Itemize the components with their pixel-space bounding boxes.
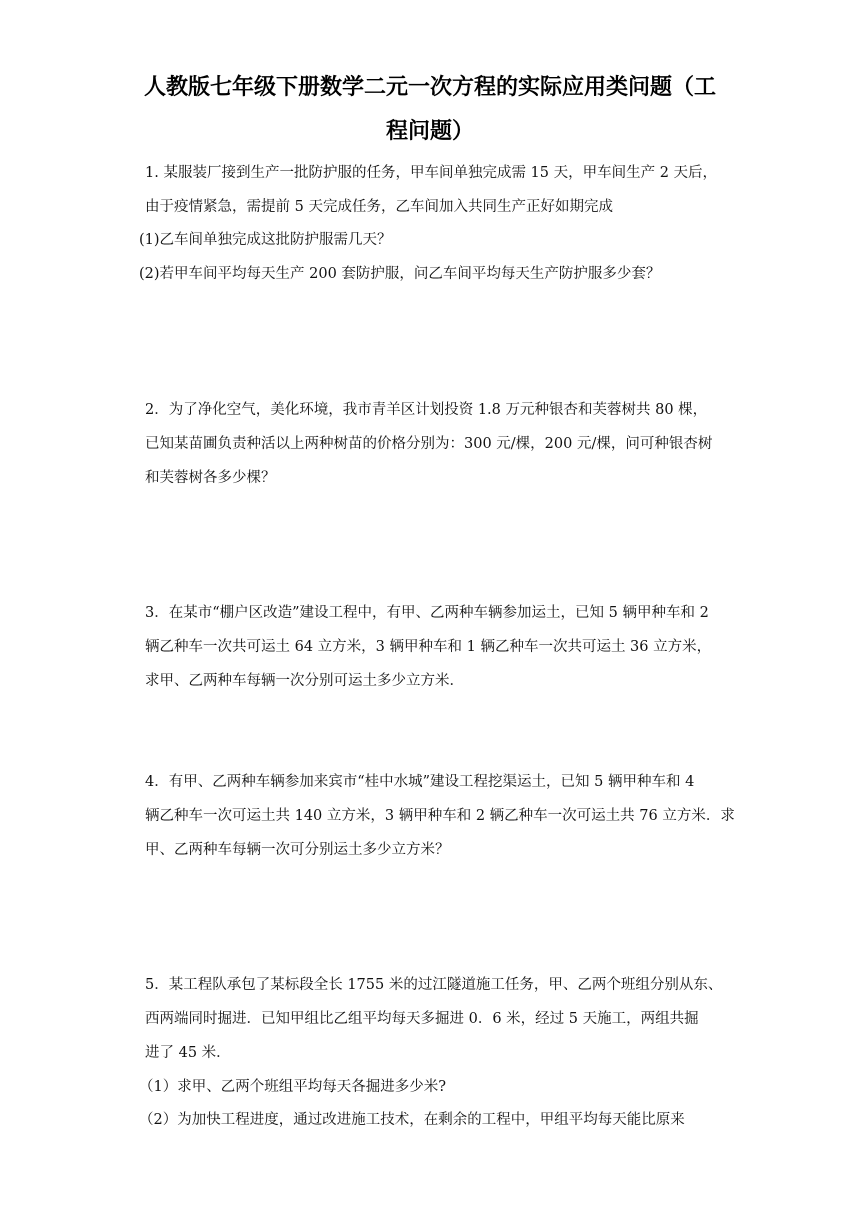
question-5-line-2: 西两端同时掘进．已知甲组比乙组平均每天多掘进 0．6 米，经过 5 天施工，两组共掘 — [145, 1011, 699, 1027]
question-2-line-2: 已知某苗圃负责种活以上两种树苗的价格分别为：300 元/棵，200 元/棵，问可种银杏树 — [145, 436, 713, 452]
question-3-line-2: 辆乙种车一次共可运土 64 立方米，3 辆甲种车和 1 辆乙种车一次共可运土 36 立方米， — [145, 639, 712, 655]
question-2-line-1: 2．为了净化空气，美化环境，我市青羊区计划投资 1.8 万元种银杏和芙蓉树共 80 棵， — [145, 402, 708, 418]
question-5-part-2: （2）为加快工程进度，通过改进施工技术，在剩余的工程中，甲组平均每天能比原来 — [139, 1112, 685, 1128]
question-1-line-1: 1. 某服装厂接到生产一批防护服的任务，甲车间单独完成需 15 天，甲车间生产 2 天后， — [145, 165, 718, 181]
document-title-line-2: 程问题） — [385, 119, 474, 144]
question-4-line-2: 辆乙种车一次可运土共 140 立方米，3 辆甲种车和 2 辆乙种车一次可运土共 76 立方米．求 — [145, 808, 735, 824]
question-3-line-3: 求甲、乙两种车每辆一次分别可运土多少立方米． — [145, 673, 464, 689]
question-3-line-1: 3．在某市“棚户区改造”建设工程中，有甲、乙两种车辆参加运土，已知 5 辆甲种车和 2 — [145, 605, 709, 621]
question-4-line-1: 4．有甲、乙两种车辆参加来宾市“桂中水城”建设工程挖渠运土，已知 5 辆甲种车和 4 — [145, 774, 695, 790]
question-5-line-3: 进了 45 米． — [145, 1045, 231, 1061]
question-5-line-1: 5．某工程队承包了某标段全长 1755 米的过江隧道施工任务，甲、乙两个班组分别从东、 — [145, 977, 723, 993]
question-1-part-2: (2)若甲车间平均每天生产 200 套防护服，问乙车间平均每天生产防护服多少套？ — [139, 266, 661, 282]
question-2-line-3: 和芙蓉树各多少棵？ — [145, 470, 276, 486]
question-1-part-1: (1)乙车间单独完成这批防护服需几天？ — [139, 232, 392, 248]
question-1-line-2: 由于疫情紧急，需提前 5 天完成任务，乙车间加入共同生产正好如期完成 — [145, 199, 613, 215]
question-4-line-3: 甲、乙两种车每辆一次可分别运土多少立方米？ — [145, 842, 450, 858]
question-5-part-1: （1）求甲、乙两个班组平均每天各掘进多少米? — [139, 1079, 446, 1095]
document-title-line-1: 人教版七年级下册数学二元一次方程的实际应用类问题（工 — [143, 75, 716, 100]
